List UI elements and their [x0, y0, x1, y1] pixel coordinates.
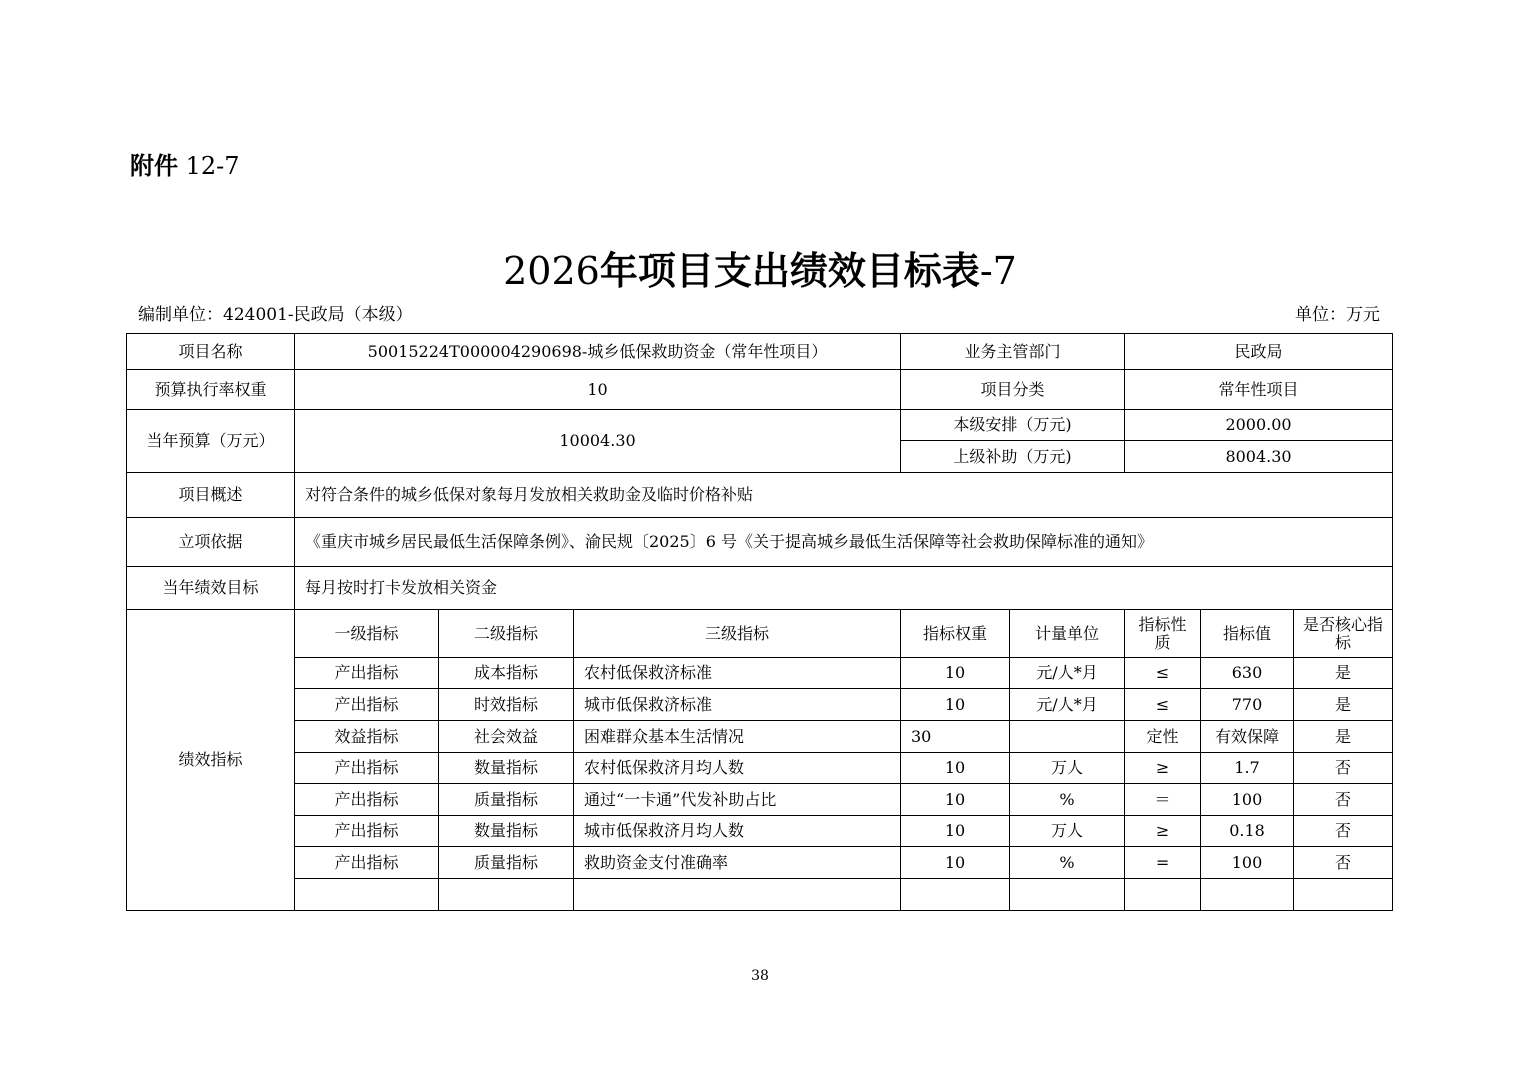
cell-level1: 效益指标 [295, 721, 439, 753]
cell-core: 是 [1294, 721, 1393, 753]
cell-level2: 质量指标 [439, 784, 574, 816]
cell-level3: 城市低保救济标准 [574, 689, 901, 721]
header-core: 是否核心指标 [1294, 610, 1393, 658]
header-level1: 一级指标 [295, 610, 439, 658]
table-row [127, 658, 1393, 689]
cell-level3: 困难群众基本生活情况 [574, 721, 901, 753]
cell-unit: 元/人*月 [1010, 689, 1125, 721]
header-level2: 二级指标 [439, 610, 574, 658]
table-row [127, 721, 1393, 753]
goal-label: 当年绩效目标 [127, 567, 295, 610]
empty-cell [295, 879, 439, 911]
header-value: 指标值 [1201, 610, 1294, 658]
upper-value: 8004.30 [1125, 441, 1393, 473]
row-overview [127, 473, 1393, 518]
cell-level1: 产出指标 [295, 784, 439, 816]
cell-weight: 10 [901, 689, 1010, 721]
header-nature: 指标性质 [1125, 610, 1201, 658]
table-row [127, 847, 1393, 879]
goal-value: 每月按时打卡发放相关资金 [295, 567, 1393, 610]
weight-label: 预算执行率权重 [127, 370, 295, 410]
table-row [127, 689, 1393, 721]
cell-unit: 万人 [1010, 753, 1125, 784]
basis-label: 立项依据 [127, 518, 295, 567]
budget-label: 当年预算（万元） [127, 410, 295, 473]
local-label: 本级安排（万元) [901, 410, 1125, 441]
category-value: 常年性项目 [1125, 370, 1393, 410]
project-name-value: 50015224T000004290698-城乡低保救助资金（常年性项目） [295, 334, 901, 370]
cell-core: 是 [1294, 658, 1393, 689]
cell-value: 有效保障 [1201, 721, 1294, 753]
cell-nature: ≤ [1125, 658, 1201, 689]
cell-level3: 通过“一卡通”代发补助占比 [574, 784, 901, 816]
compiling-unit: 编制单位：424001-民政局（本级） [138, 305, 413, 325]
empty-cell [1125, 879, 1201, 911]
empty-cell [1010, 879, 1125, 911]
empty-row [127, 879, 1393, 911]
cell-value: 770 [1201, 689, 1294, 721]
cell-level1: 产出指标 [295, 689, 439, 721]
cell-unit: % [1010, 784, 1125, 816]
cell-weight: 30 [901, 721, 1010, 753]
weight-value: 10 [295, 370, 901, 410]
cell-nature: 定性 [1125, 721, 1201, 753]
cell-unit [1010, 721, 1125, 753]
cell-weight: 10 [901, 784, 1010, 816]
attachment-word: 附件 [130, 152, 178, 180]
cell-level3: 城市低保救济月均人数 [574, 816, 901, 847]
cell-core: 是 [1294, 689, 1393, 721]
header-level3: 三级指标 [574, 610, 901, 658]
cell-level2: 数量指标 [439, 753, 574, 784]
cell-nature: ＝ [1125, 784, 1201, 816]
cell-level3: 救助资金支付准确率 [574, 847, 901, 879]
empty-cell [574, 879, 901, 911]
row-basis [127, 518, 1393, 567]
indicator-section-label: 绩效指标 [127, 610, 295, 911]
title-year: 2026 [503, 249, 600, 293]
empty-cell [439, 879, 574, 911]
overview-value: 对符合条件的城乡低保对象每月发放相关救助金及临时价格补贴 [295, 473, 1393, 518]
cell-value: 0.18 [1201, 816, 1294, 847]
basis-value: 《重庆市城乡居民最低生活保障条例》、渝民规〔2025〕6 号《关于提高城乡最低生活保障等社会救助保障标准的通知》 [295, 518, 1393, 567]
empty-cell [901, 879, 1010, 911]
table-row [127, 753, 1393, 784]
currency-unit: 单位：万元 [1295, 305, 1380, 325]
cell-level2: 数量指标 [439, 816, 574, 847]
header-weight: 指标权重 [901, 610, 1010, 658]
project-name-label: 项目名称 [127, 334, 295, 370]
page-number: 38 [751, 968, 769, 984]
cell-level1: 产出指标 [295, 658, 439, 689]
title-text: 年项目支出绩效目标表 [599, 249, 980, 293]
cell-level1: 产出指标 [295, 753, 439, 784]
dept-label: 业务主管部门 [901, 334, 1125, 370]
cell-value: 100 [1201, 784, 1294, 816]
cell-level1: 产出指标 [295, 847, 439, 879]
empty-cell [1294, 879, 1393, 911]
budget-value: 10004.30 [295, 410, 901, 473]
row-project-name [127, 334, 1393, 370]
cell-level2: 时效指标 [439, 689, 574, 721]
indicator-header-row [127, 610, 1393, 658]
performance-table [126, 333, 1393, 911]
cell-nature: ≥ [1125, 816, 1201, 847]
row-weight [127, 370, 1393, 410]
cell-level1: 产出指标 [295, 816, 439, 847]
cell-value: 630 [1201, 658, 1294, 689]
upper-label: 上级补助（万元) [901, 441, 1125, 473]
cell-unit: 万人 [1010, 816, 1125, 847]
category-label: 项目分类 [901, 370, 1125, 410]
cell-unit: 元/人*月 [1010, 658, 1125, 689]
cell-weight: 10 [901, 847, 1010, 879]
cell-level3: 农村低保救济标准 [574, 658, 901, 689]
cell-weight: 10 [901, 658, 1010, 689]
cell-value: 1.7 [1201, 753, 1294, 784]
cell-value: 100 [1201, 847, 1294, 879]
cell-level2: 成本指标 [439, 658, 574, 689]
cell-unit: % [1010, 847, 1125, 879]
title-suffix: -7 [979, 249, 1017, 293]
cell-weight: 10 [901, 753, 1010, 784]
cell-nature: ≤ [1125, 689, 1201, 721]
attachment-number: 12-7 [185, 152, 240, 180]
table-row [127, 816, 1393, 847]
overview-label: 项目概述 [127, 473, 295, 518]
cell-level3: 农村低保救济月均人数 [574, 753, 901, 784]
table-row [127, 784, 1393, 816]
cell-nature: ≥ [1125, 753, 1201, 784]
header-unit: 计量单位 [1010, 610, 1125, 658]
attachment-label [130, 146, 240, 181]
cell-weight: 10 [901, 816, 1010, 847]
row-goal [127, 567, 1393, 610]
cell-core: 否 [1294, 847, 1393, 879]
empty-cell [1201, 879, 1294, 911]
cell-core: 否 [1294, 753, 1393, 784]
row-budget [127, 410, 1393, 441]
local-value: 2000.00 [1125, 410, 1393, 441]
page-title [0, 240, 1520, 295]
cell-level2: 质量指标 [439, 847, 574, 879]
cell-nature: = [1125, 847, 1201, 879]
dept-value: 民政局 [1125, 334, 1393, 370]
cell-core: 否 [1294, 816, 1393, 847]
cell-level2: 社会效益 [439, 721, 574, 753]
cell-core: 否 [1294, 784, 1393, 816]
